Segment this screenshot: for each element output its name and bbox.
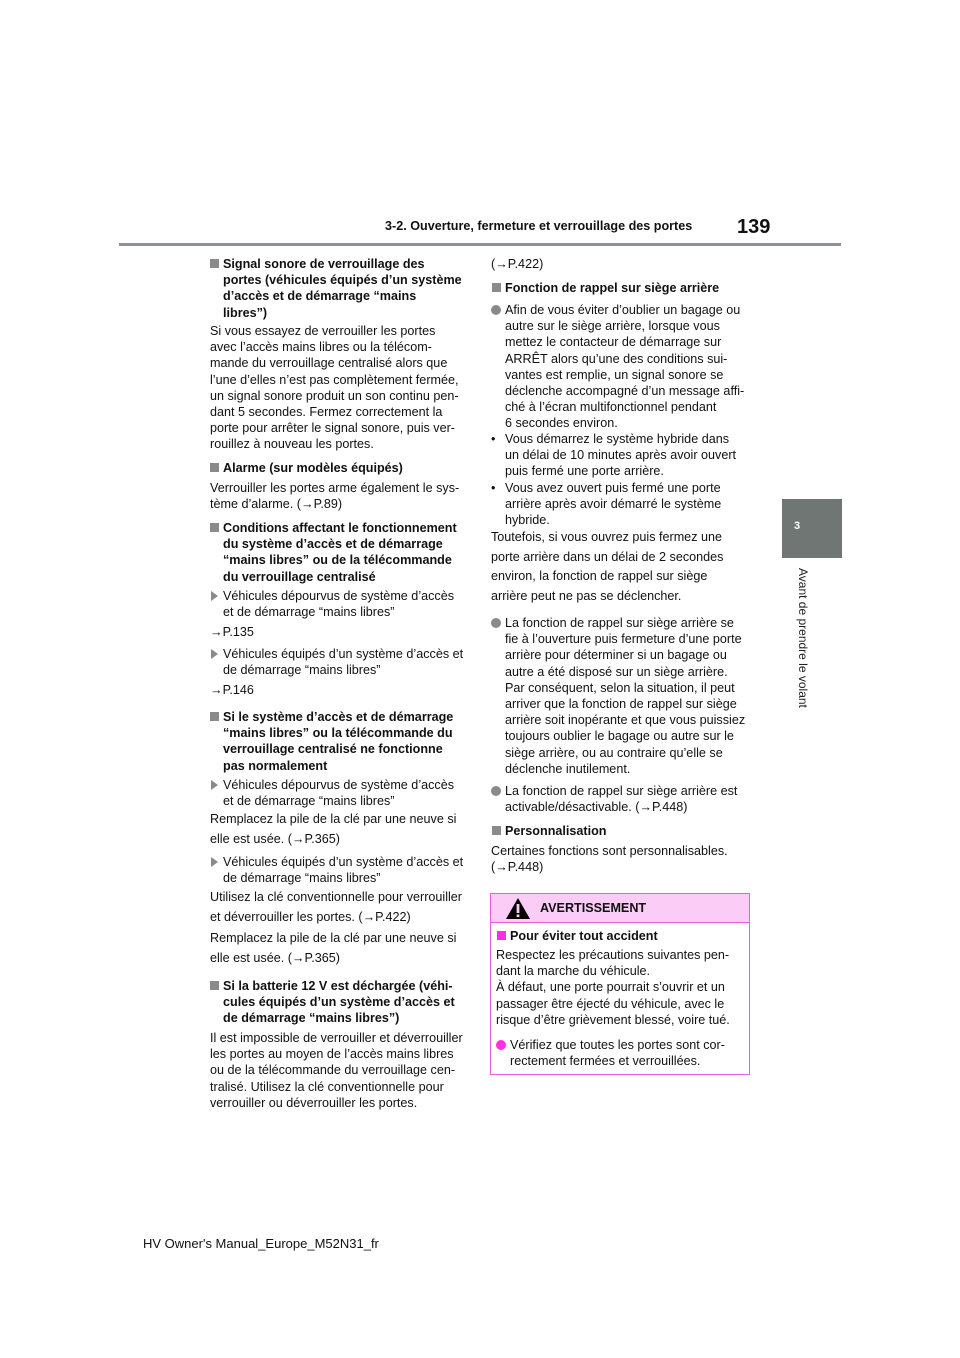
warning-heading: Pour éviter tout accident — [510, 928, 658, 944]
paragraph: Remplacez la pile de la clé par une neuve si elle est usée. (→P.365) — [210, 812, 457, 846]
chapter-tab — [782, 499, 842, 558]
footer-manual-id: HV Owner's Manual_Europe_M52N31_fr — [143, 1236, 379, 1251]
list-item: Véhicules dépourvus de système d’accès et de démarrage “mains libres” — [223, 588, 473, 620]
page-reference: (→P.422) — [491, 257, 544, 271]
warning-title: AVERTISSEMENT — [540, 901, 647, 915]
paragraph: Remplacez la pile de la clé par une neuve si elle est usée. (→P.365) — [210, 931, 457, 965]
heading-malfunction: Si le système d’accès et de démarrage “mains libres” ou la télécommande du verrouillage centralisé ne fonctionne pas normalement — [223, 709, 473, 774]
heading-personnalisation: Personnalisation — [505, 823, 755, 839]
list-item: Véhicules dépourvus de système d’accès et de démarrage “mains libres” — [223, 777, 473, 809]
page-reference: →P.135 — [210, 625, 254, 639]
heading-signal-sonore: Signal sonore de verrouillage des portes (véhicules équipés d’un système d’accès et de démarrage “mains libres”) — [223, 256, 473, 321]
header-rule — [119, 243, 841, 246]
paragraph: Il est impossible de verrouiller et déverrouiller les portes au moyen de l’accès mains libres ou de la télécommande du verrouillage cen- tralisé. Utilisez la clé conventionnelle pour verrouiller ou déverrouiller les portes. — [210, 1031, 463, 1110]
list-item: Véhicules équipés d’un système d’accès et de démarrage “mains libres” — [223, 646, 473, 678]
list-item: La fonction de rappel sur siège arrière est activable/désactivable. (→P.448) — [505, 783, 760, 815]
sub-item: • Vous démarrez le système hybride dans un délai de 10 minutes après avoir ouvert puis fermé une porte arrière. — [491, 432, 737, 479]
list-item: Véhicules équipés d’un système d’accès et de démarrage “mains libres” — [223, 854, 473, 886]
page-number: 139 — [737, 216, 771, 238]
page-reference: →P.146 — [210, 683, 254, 697]
paragraph: Si vous essayez de verrouiller les portes avec l’accès mains libres ou la télécom- mande du verrouillage centralisé alors que l’une d’elles n’est pas complètement fermée, un signal sonore produit un son continu pen- dant 5 secondes. Fermez correctement la porte pour arrêter le signal sonore, puis ver- rouillez à nouveau les portes. — [210, 324, 459, 452]
heading-alarme: Alarme (sur modèles équipés) — [223, 460, 473, 476]
paragraph: Toutefois, si vous ouvrez puis fermez une porte arrière dans un délai de 2 secondes environ, la fonction de rappel sur siège arrière peut ne pas se déclencher. — [491, 530, 724, 603]
heading-conditions: Conditions affectant le fonctionnement du système d’accès et de démarrage “mains libres” ou de la télécommande du verrouillage centralisé — [223, 520, 473, 585]
warning-triangle-icon — [506, 898, 530, 919]
chapter-title: Avant de prendre le volant — [796, 568, 810, 708]
chapter-number: 3 — [794, 520, 801, 532]
warning-header — [491, 894, 749, 923]
sub-item: • Vous avez ouvert puis fermé une porte arrière après avoir démarré le système hybride. — [491, 481, 722, 528]
paragraph: Utilisez la clé conventionnelle pour verrouiller et déverrouiller les portes. (→P.422) — [210, 890, 462, 924]
list-item: Afin de vous éviter d’oublier un bagage ou autre sur le siège arrière, lorsque vous mettez le contacteur de démarrage sur ARRÊT alors qu’une des conditions sui- vantes est remplie, un signal sonore se déclenche accompagné d’un message affi- ché à l’écran multifonctionnel pendant 6 secondes environ. — [505, 302, 760, 432]
warning-box — [490, 893, 750, 1075]
warning-text: Respectez les précautions suivantes pen- dant la marche du véhicule. À défaut, une porte pourrait s’ouvrir et un passager être éjecté du véhicule, avec le risque d’être grièvement blessé, voire tué. — [496, 948, 730, 1027]
heading-battery: Si la batterie 12 V est déchargée (véhi- cules équipés d’un système d’accès et de démarrage “mains libres”) — [223, 978, 473, 1027]
paragraph: Certaines fonctions sont personnalisables. (→P.448) — [491, 844, 728, 875]
paragraph: Verrouiller les portes arme également le sys- tème d’alarme. (→P.89) — [210, 481, 460, 512]
list-item: La fonction de rappel sur siège arrière se fie à l’ouverture puis fermeture d’une porte arrière pour déterminer si un bagage ou autre a été disposé sur un siège arrière. Par conséquent, selon la situation, il peut arriver que la fonction de rappel sur siège arrière soit inopérante et que vous puissiez toujours oublier le bagage ou autre sur le siège arrière, ou au contraire qu’elle se déclenche inutilement. — [505, 615, 760, 777]
warning-bullet: Vérifiez que toutes les portes sont cor- rectement fermées et verrouillées. — [510, 1037, 746, 1069]
section-title: 3-2. Ouverture, fermeture et verrouillage des portes — [385, 219, 693, 233]
heading-rappel: Fonction de rappel sur siège arrière — [505, 280, 755, 296]
